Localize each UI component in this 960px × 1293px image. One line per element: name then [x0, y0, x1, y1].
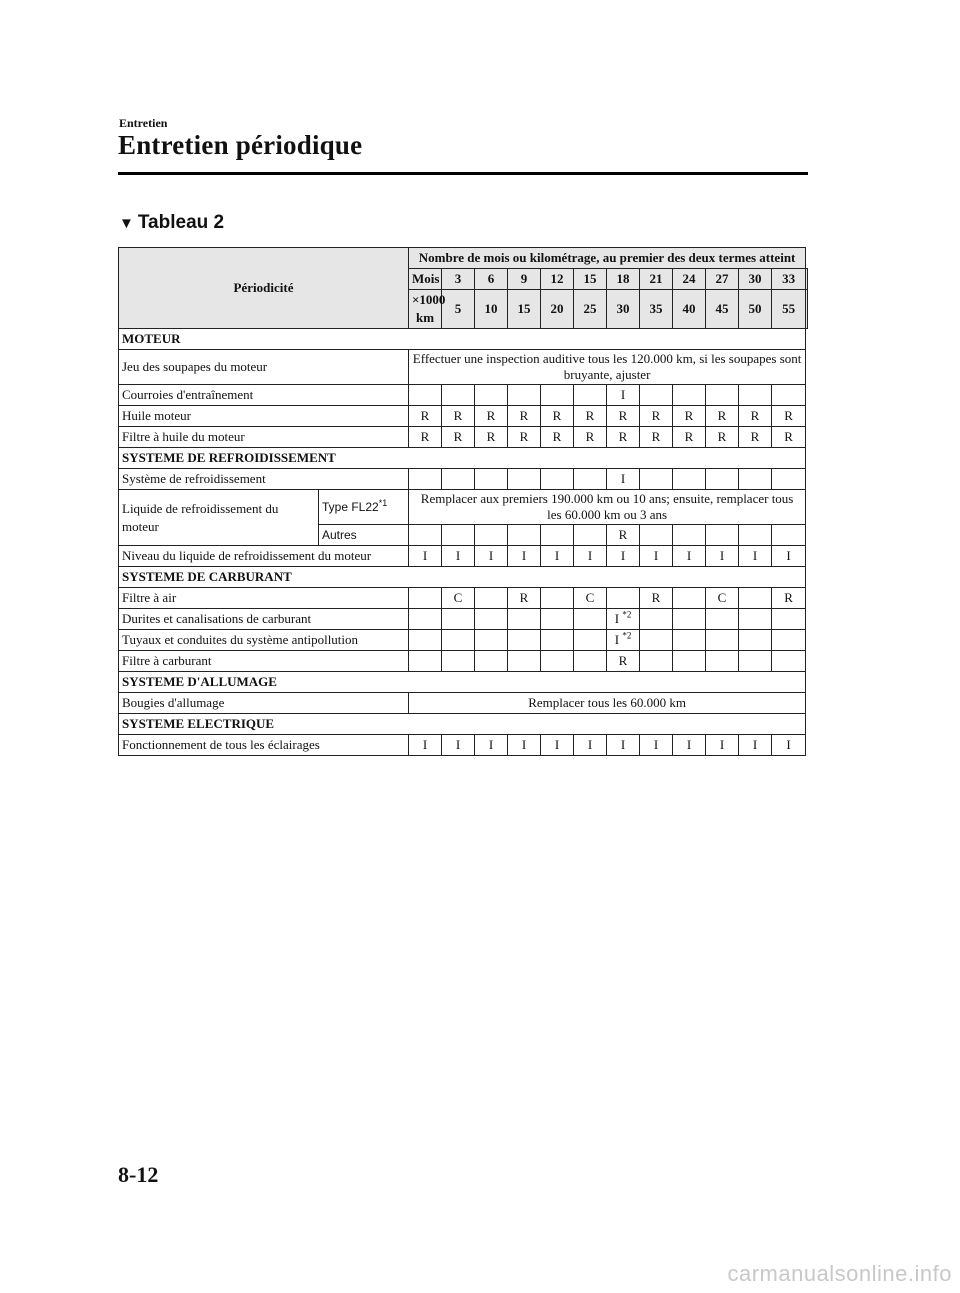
schedule-cell: [508, 651, 541, 672]
table-row: [119, 385, 808, 406]
header-cell: 3: [442, 269, 475, 290]
schedule-cell: [739, 469, 772, 490]
schedule-cell: [673, 385, 706, 406]
schedule-cell: I: [442, 735, 475, 756]
schedule-cell: R: [607, 406, 640, 427]
schedule-cell: [607, 588, 640, 609]
header-cell: 10: [475, 290, 508, 329]
schedule-cell: [442, 469, 475, 490]
row-label: Bougies d'allumage: [119, 693, 409, 714]
schedule-cell: R: [607, 651, 640, 672]
row-note: Remplacer tous les 60.000 km: [409, 693, 806, 714]
schedule-cell: R: [640, 588, 673, 609]
span-header: Nombre de mois ou kilométrage, au premier des deux termes atteint: [409, 248, 806, 269]
page-number: 8-12: [118, 1162, 159, 1187]
schedule-cell: I: [508, 546, 541, 567]
header-cell: 20: [541, 290, 574, 329]
schedule-cell: R: [640, 406, 673, 427]
schedule-cell: R: [574, 406, 607, 427]
schedule-cell: [574, 525, 607, 546]
schedule-cell: R: [442, 406, 475, 427]
schedule-cell: R: [772, 427, 806, 448]
table-row: [119, 630, 808, 651]
schedule-cell: I: [574, 546, 607, 567]
schedule-cell: R: [706, 427, 739, 448]
triangle-down-icon: ▼: [119, 215, 134, 232]
schedule-cell: [541, 385, 574, 406]
schedule-cell: I: [409, 735, 442, 756]
schedule-cell: [442, 385, 475, 406]
header-cell: 15: [508, 290, 541, 329]
schedule-cell: I: [574, 735, 607, 756]
schedule-cell: R: [673, 406, 706, 427]
periodicite-header: Périodicité: [119, 248, 409, 329]
row-label: Fonctionnement de tous les éclairages: [119, 735, 409, 756]
schedule-cell: [739, 651, 772, 672]
schedule-cell: I: [607, 469, 640, 490]
section-allumage: SYSTEME D'ALLUMAGE: [119, 672, 806, 693]
row-label: Courroies d'entraînement: [119, 385, 409, 406]
table-heading-text: Tableau 2: [137, 212, 225, 233]
schedule-cell: [541, 588, 574, 609]
section-refroidissement: SYSTEME DE REFROIDISSEMENT: [119, 448, 806, 469]
table-row: [119, 693, 808, 714]
schedule-cell: I: [739, 546, 772, 567]
table-row: [119, 735, 808, 756]
autres-label: Autres: [319, 525, 409, 546]
schedule-cell: I: [607, 735, 640, 756]
header-cell: 50: [739, 290, 772, 329]
row-label: Système de refroidissement: [119, 469, 409, 490]
header-cell: 21: [640, 269, 673, 290]
mark-cell: I $^{*2}$: [607, 609, 640, 630]
schedule-cell: I: [772, 735, 806, 756]
schedule-cell: I: [673, 735, 706, 756]
schedule-cell: I: [673, 546, 706, 567]
row-label: Filtre à air: [119, 588, 409, 609]
header-cell: [806, 290, 808, 329]
schedule-cell: R: [772, 406, 806, 427]
schedule-cell: [772, 651, 806, 672]
row-label: Jeu des soupapes du moteur: [119, 350, 409, 385]
table-row: [119, 651, 808, 672]
schedule-cell: [475, 525, 508, 546]
section-electrique: SYSTEME ELECTRIQUE: [119, 714, 806, 735]
table-heading: [119, 212, 224, 234]
schedule-cell: [640, 385, 673, 406]
schedule-cell: [409, 651, 442, 672]
schedule-cell: I: [640, 546, 673, 567]
schedule-cell: R: [607, 427, 640, 448]
schedule-cell: [574, 651, 607, 672]
schedule-cell: [508, 525, 541, 546]
schedule-cell: I: [739, 735, 772, 756]
header-cell: 15: [574, 269, 607, 290]
table-row: [119, 427, 808, 448]
schedule-cell: [409, 469, 442, 490]
schedule-cell: R: [772, 588, 806, 609]
header-cell: 6: [475, 269, 508, 290]
schedule-cell: [574, 385, 607, 406]
schedule-cell: [706, 651, 739, 672]
schedule-cell: I: [475, 735, 508, 756]
header-cell: 45: [706, 290, 739, 329]
table-row: [119, 350, 808, 385]
row-label: Durites et canalisations de carburant: [119, 609, 409, 630]
schedule-cell: [475, 469, 508, 490]
schedule-cell: R: [409, 406, 442, 427]
schedule-cell: I: [475, 546, 508, 567]
schedule-cell: [640, 469, 673, 490]
table-row: [119, 609, 808, 630]
schedule-cell: I: [640, 735, 673, 756]
row-label: Huile moteur: [119, 406, 409, 427]
schedule-cell: [409, 525, 442, 546]
schedule-cell: R: [442, 427, 475, 448]
maintenance-table: [118, 247, 808, 756]
schedule-cell: [772, 469, 806, 490]
schedule-cell: [409, 385, 442, 406]
schedule-cell: [673, 525, 706, 546]
schedule-cell: R: [541, 406, 574, 427]
schedule-cell: R: [508, 427, 541, 448]
schedule-cell: I: [508, 735, 541, 756]
header-row-span: [119, 248, 808, 269]
schedule-cell: I: [607, 546, 640, 567]
schedule-cell: [673, 651, 706, 672]
schedule-cell: [508, 385, 541, 406]
schedule-cell: [739, 385, 772, 406]
header-cell: 5: [442, 290, 475, 329]
schedule-cell: R: [607, 525, 640, 546]
schedule-cell: [706, 385, 739, 406]
schedule-cell: I: [607, 385, 640, 406]
schedule-cell: R: [640, 427, 673, 448]
mois-label: Mois: [409, 269, 442, 290]
header-cell: 40: [673, 290, 706, 329]
watermark: carmanualsonline.info: [727, 1261, 952, 1286]
schedule-cell: [574, 469, 607, 490]
header-cell: [806, 269, 808, 290]
header-cell: 12: [541, 269, 574, 290]
schedule-cell: R: [739, 406, 772, 427]
section-moteur: MOTEUR: [119, 329, 806, 350]
schedule-cell: I: [772, 546, 806, 567]
row-label: Filtre à carburant: [119, 651, 409, 672]
table-row: [119, 469, 808, 490]
row-note: Effectuer une inspection auditive tous les 120.000 km, si les soupapes sont bruyante, ajuster: [409, 350, 806, 385]
table-row: [119, 406, 808, 427]
schedule-cell: [772, 525, 806, 546]
section-label: Entretien: [119, 116, 168, 130]
schedule-cell: [475, 385, 508, 406]
header-cell: 33: [772, 269, 806, 290]
schedule-cell: R: [706, 406, 739, 427]
schedule-cell: [739, 525, 772, 546]
header-cell: 25: [574, 290, 607, 329]
schedule-cell: [706, 525, 739, 546]
header-cell: 30: [739, 269, 772, 290]
schedule-cell: I: [442, 546, 475, 567]
row-label: Liquide de refroidissement du moteur: [119, 490, 319, 546]
schedule-cell: [541, 469, 574, 490]
table-row: [119, 546, 808, 567]
schedule-cell: R: [475, 406, 508, 427]
schedule-cell: I: [541, 546, 574, 567]
schedule-cell: I: [706, 546, 739, 567]
schedule-cell: [475, 588, 508, 609]
schedule-cell: [442, 525, 475, 546]
schedule-cell: R: [739, 427, 772, 448]
schedule-cell: R: [574, 427, 607, 448]
schedule-cell: R: [508, 406, 541, 427]
schedule-cell: [442, 651, 475, 672]
row-label: Niveau du liquide de refroidissement du moteur: [119, 546, 409, 567]
schedule-cell: C: [706, 588, 739, 609]
schedule-cell: C: [442, 588, 475, 609]
schedule-cell: R: [673, 427, 706, 448]
schedule-cell: [772, 385, 806, 406]
schedule-cell: [541, 525, 574, 546]
page-title: Entretien périodique: [118, 130, 363, 160]
schedule-cell: [673, 588, 706, 609]
schedule-cell: I: [409, 546, 442, 567]
schedule-cell: I: [706, 735, 739, 756]
schedule-cell: [640, 651, 673, 672]
title-rule: [118, 172, 808, 175]
schedule-cell: I: [541, 735, 574, 756]
schedule-cell: R: [541, 427, 574, 448]
schedule-cell: [673, 469, 706, 490]
schedule-cell: [640, 525, 673, 546]
schedule-cell: C: [574, 588, 607, 609]
schedule-cell: R: [475, 427, 508, 448]
header-cell: 30: [607, 290, 640, 329]
schedule-cell: R: [409, 427, 442, 448]
table-row: [119, 588, 808, 609]
schedule-cell: R: [508, 588, 541, 609]
header-cell: 18: [607, 269, 640, 290]
schedule-cell: [409, 588, 442, 609]
mark-cell: I $^{*2}$: [607, 630, 640, 651]
fl22-note: Remplacer aux premiers 190.000 km ou 10 ans; ensuite, remplacer tous les 60.000 km ou 3 ans: [409, 490, 806, 525]
schedule-cell: [508, 469, 541, 490]
row-label: Filtre à huile du moteur: [119, 427, 409, 448]
schedule-cell: [706, 469, 739, 490]
km-label: ×1000 km: [409, 290, 442, 329]
schedule-cell: [541, 651, 574, 672]
header-cell: 55: [772, 290, 806, 329]
header-cell: 35: [640, 290, 673, 329]
section-carburant: SYSTEME DE CARBURANT: [119, 567, 806, 588]
fl22-label: Type FL22$^{*1}$: [319, 490, 409, 525]
table-row: [119, 490, 808, 525]
row-label: Tuyaux et conduites du système antipollution: [119, 630, 409, 651]
schedule-cell: [739, 588, 772, 609]
header-cell: 27: [706, 269, 739, 290]
header-cell: 9: [508, 269, 541, 290]
header-cell: 24: [673, 269, 706, 290]
schedule-cell: [475, 651, 508, 672]
